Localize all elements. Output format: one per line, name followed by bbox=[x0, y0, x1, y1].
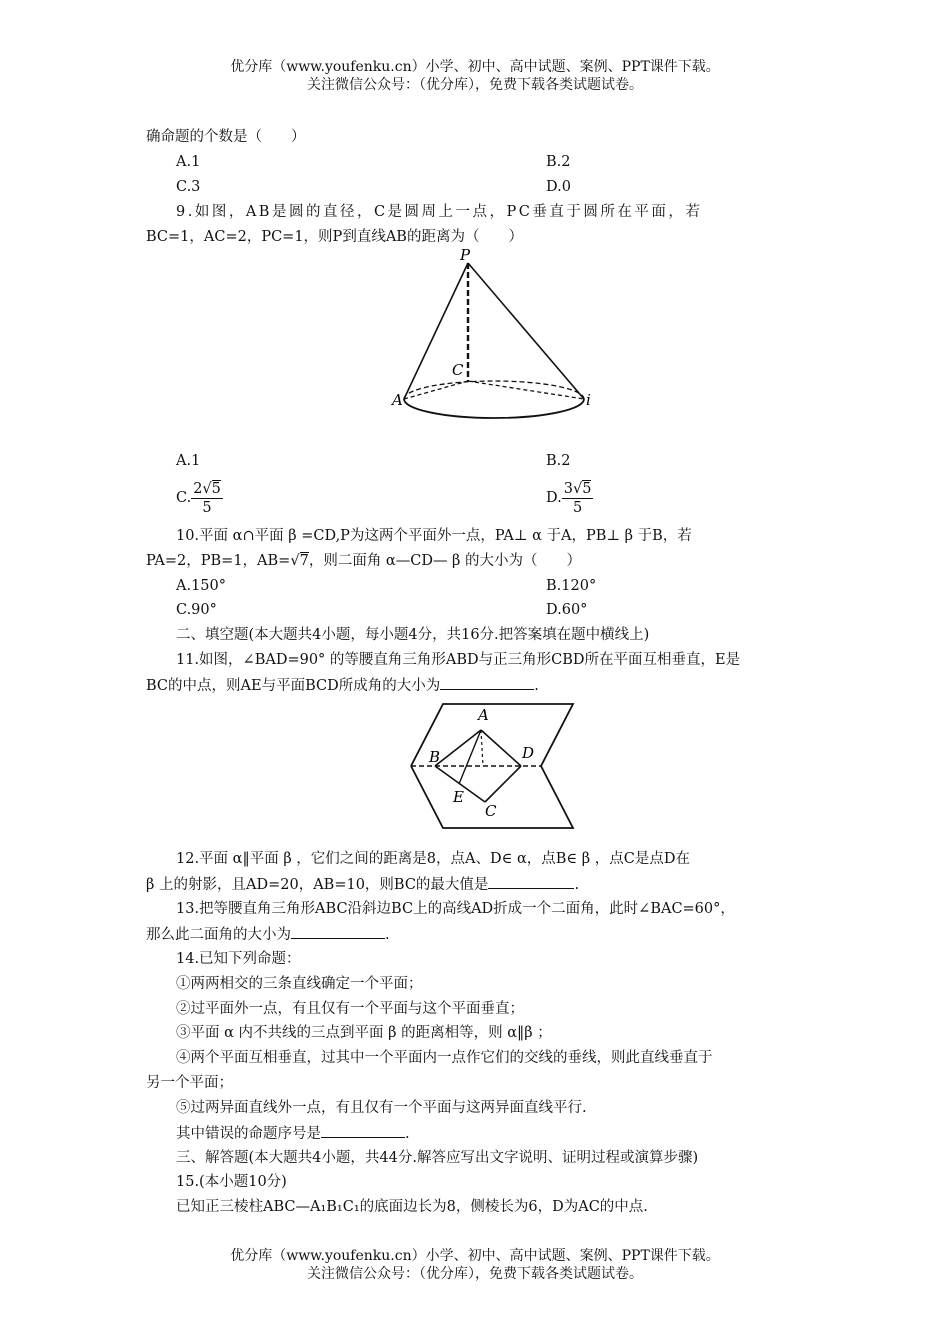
q11-line-1: 11.如图，∠BAD=90° 的等腰直角三角形ABD与正三角形CBD所在平面互相垂直，E是 bbox=[176, 652, 741, 668]
q10-option-d: D.60° bbox=[546, 602, 588, 618]
q10-option-a: A.150° bbox=[176, 578, 227, 594]
q14-ask: 其中错误的命题序号是 . bbox=[176, 1123, 410, 1144]
cone-figure bbox=[390, 245, 600, 420]
q8-option-a: A.1 bbox=[176, 154, 201, 170]
q9-option-a: A.1 bbox=[176, 453, 201, 469]
footer-line-2: 关注微信公众号：（优分库），免费下载各类试题试卷。 bbox=[307, 1266, 643, 1282]
q8-option-d: D.0 bbox=[546, 179, 571, 195]
fraction-c: $\frac{2√5}{5}$ bbox=[193, 480, 221, 516]
header-line-2: 关注微信公众号：（优分库），免费下载各类试题试卷。 bbox=[307, 77, 643, 93]
footer-line-1: 优分库（www.youfenku.cn）小学、初中、高中试题、案例、PPT课件下载。 bbox=[230, 1248, 720, 1264]
q10-option-c: C.90° bbox=[176, 602, 217, 618]
q14-item-4-cont: 另一个平面； bbox=[146, 1075, 233, 1091]
label-e: E bbox=[453, 788, 464, 806]
label-a: A bbox=[392, 391, 403, 409]
q9-option-c: C. $\frac{2√5}{5}$ bbox=[176, 480, 221, 516]
q9-option-b: B.2 bbox=[546, 453, 571, 469]
q8-stem: 确命题的个数是（ ） bbox=[146, 129, 306, 145]
q9-line-2: BC=1，AC=2，PC=1，则P到直线AB的距离为（ ） bbox=[146, 229, 523, 245]
q13-line-1: 13.把等腰直角三角形ABC沿斜边BC上的高线AD折成一个二面角，此时∠BAC=60°， bbox=[176, 901, 735, 917]
q11-line-2: BC的中点，则AE与平面BCD所成角的大小为 . bbox=[146, 675, 539, 696]
label-d: D bbox=[522, 744, 535, 762]
label-c: C bbox=[485, 802, 497, 820]
q14-item-2: ②过平面外一点，有且仅有一个平面与这个平面垂直； bbox=[176, 1001, 524, 1017]
q14-item-5: ⑤过两异面直线外一点，有且仅有一个平面与这两异面直线平行. bbox=[176, 1100, 587, 1116]
section-2-heading: 二、填空题(本大题共4小题，每小题4分，共16分.把答案填在题中横线上) bbox=[176, 627, 650, 643]
label-b: i bbox=[586, 391, 591, 409]
q15-title: 15.(本小题10分) bbox=[176, 1174, 287, 1190]
q12-line-1: 12.平面 α‖平面 β ，它们之间的距离是8，点A、D∈ α，点B∈ β ，点C是点D在 bbox=[176, 851, 690, 867]
fraction-d: $\frac{3√5}{5}$ bbox=[563, 480, 592, 516]
header-line-1: 优分库（www.youfenku.cn）小学、初中、高中试题、案例、PPT课件下载。 bbox=[230, 59, 720, 75]
q14-item-3: ③平面 α 内不共线的三点到平面 β 的距离相等，则 α‖β ； bbox=[176, 1025, 552, 1041]
q13-line-2: 那么此二面角的大小为 . bbox=[146, 924, 390, 945]
q15-text: 已知正三棱柱ABC—A₁B₁C₁的底面边长为8，侧棱长为6，D为AC的中点. bbox=[176, 1199, 648, 1215]
q9-line-1: 9.如图，AB是圆的直径，C是圆周上一点，PC垂直于圆所在平面，若 bbox=[176, 204, 703, 220]
label-p: P bbox=[460, 246, 471, 264]
q10-line-2: PA=2，PB=1，AB=√7，则二面角 α—CD— β 的大小为（ ） bbox=[146, 553, 582, 569]
label-a: A bbox=[478, 706, 489, 724]
q10-option-b: B.120° bbox=[546, 578, 597, 594]
dihedral-figure bbox=[405, 698, 580, 833]
q8-option-b: B.2 bbox=[546, 154, 571, 170]
label-b: B bbox=[429, 748, 441, 766]
q14-item-4: ④两个平面互相垂直，过其中一个平面内一点作它们的交线的垂线，则此直线垂直于 bbox=[176, 1050, 713, 1066]
q14-item-1: ①两两相交的三条直线确定一个平面； bbox=[176, 976, 423, 992]
q8-option-c: C.3 bbox=[176, 179, 201, 195]
section-3-heading: 三、解答题(本大题共4小题，共44分.解答应写出文字说明、证明过程或演算步骤) bbox=[176, 1150, 699, 1166]
label-c: C bbox=[452, 361, 464, 379]
q9-option-d: D. $\frac{3√5}{5}$ bbox=[546, 480, 592, 516]
q10-line-1: 10.平面 α∩平面 β =CD,P为这两个平面外一点，PA⊥ α 于A，PB⊥ β 于B，若 bbox=[176, 528, 692, 544]
q14-intro: 14.已知下列命题： bbox=[176, 951, 301, 967]
q12-line-2: β 上的射影，且AD=20，AB=10，则BC的最大值是 . bbox=[146, 874, 579, 895]
